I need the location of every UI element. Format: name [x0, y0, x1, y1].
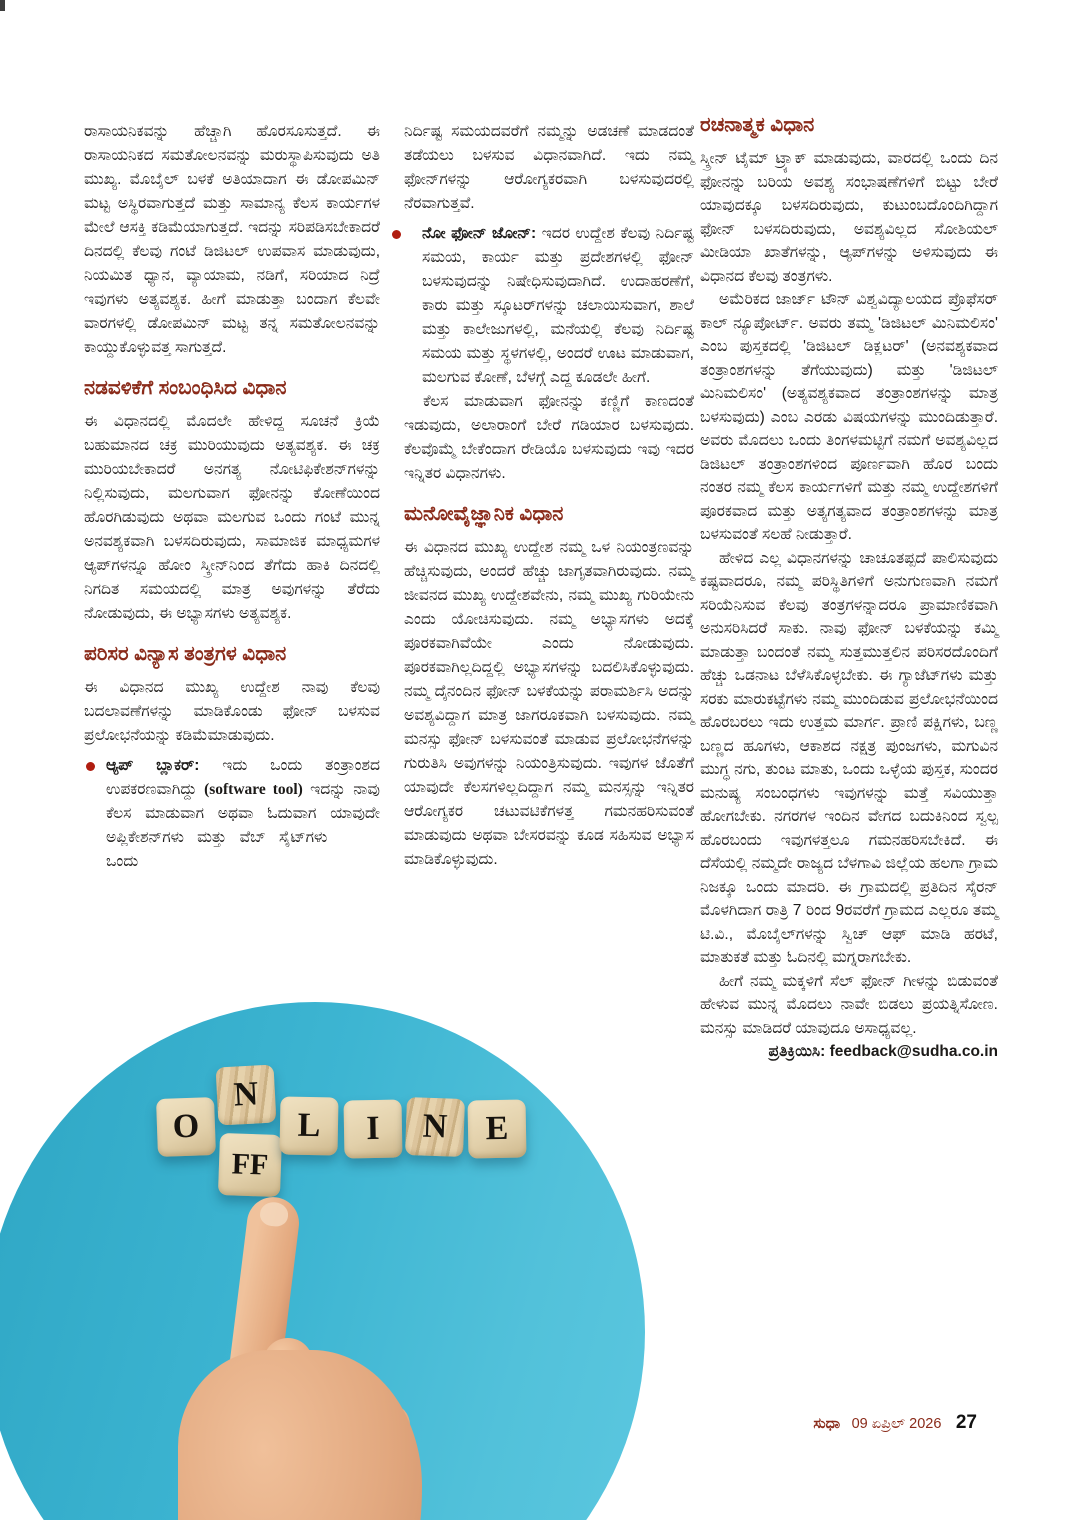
fingernail — [259, 1201, 290, 1228]
letter-die-l — [279, 1096, 338, 1155]
paragraph-work-tips: ಕೆಲಸ ಮಾಡುವಾಗ ಫೋನನ್ನು ಕಣ್ಣಿಗೆ ಕಾಣದಂತೆ ಇಡುವುದು, ಅಲಾರಾಂಗೆ ಬೇರೆ ಗಡಿಯಾರ ಬಳಸುವುದು. ಕೆಲವೊಮ್ಮೆ ಬೇಕೆಂದಾಗ ರೇಡಿಯೊ ಬಳಸುವುದು ಇವು ಇದರ ಇನ್ನಿತರ ವಿಧಾನಗಳು. — [404, 393, 694, 482]
pointing-hand-fist — [178, 1350, 422, 1525]
paragraph-conclusion: ಹೀಗೆ ನಮ್ಮ ಮಕ್ಕಳಿಗೆ ಸೆಲ್ ಫೋನ್ ಗೀಳನ್ನು ಬಿಡುವಂತೆ ಹೇಳುವ ಮುನ್ನ ಮೊದಲು ನಾವೇ ಬಿಡಲು ಪ್ರಯತ್ನಿಸೋಣ. ಮನಸ್ಸು ಮಾಡಿದರೆ ಯಾವುದೂ ಅಸಾಧ್ಯವಲ್ಲ. — [700, 972, 998, 1037]
magazine-name: ಸುಧಾ — [813, 1416, 841, 1432]
bullet-label: ನೋ ಫೋನ್ ಜೋನ್: — [422, 225, 542, 242]
bullet-body: ಇದರ ಉದ್ದೇಶ ಕೆಲವು ನಿರ್ದಿಷ್ಟ ಸಮಯ, ಕಾರ್ಯ ಮತ್ತು ಪ್ರದೇಶಗಳಲ್ಲಿ ಫೋನ್ ಬಳಸುವುದನ್ನು ನಿಷೇಧಿಸುವುದಾಗಿದೆ. ಉದಾಹರಣೆಗೆ, ಕಾರು ಮತ್ತು ಸ್ಕೂಟರ್‌ಗಳನ್ನು ಚಲಾಯಿಸುವಾಗ, ಶಾಲೆ ಮತ್ತು ಕಾಲೇಜುಗಳಲ್ಲಿ, ಮನೆಯಲ್ಲಿ ಕೆಲವು ನಿರ್ದಿಷ್ಟ ಸಮಯ ಮತ್ತು ಸ್ಥಳಗಳಲ್ಲಿ, ಅಂದರೆ ಊಟ ಮಾಡುವಾಗ, ಮಲಗುವ ಕೋಣೆ, ಬೆಳಗ್ಗೆ ಎದ್ದ ಕೂಡಲೇ ಹೀಗೆ. — [422, 225, 694, 386]
paragraph-behaviour: ಈ ವಿಧಾನದಲ್ಲಿ ಮೊದಲೇ ಹೇಳಿದ್ದ ಸೂಚನೆ ಕ್ರಿಯೆ ಬಹುಮಾನದ ಚಕ್ರ ಮುರಿಯುವುದು ಅತ್ಯವಶ್ಯಕ. ಈ ಚಕ್ರ ಮುರಿಯಬೇಕಾದರೆ ಅನಗತ್ಯ ನೋಟಿಫಿಕೇಶನ್‌ಗಳನ್ನು ನಿಲ್ಲಿಸುವುದು, ಮಲಗುವಾಗ ಫೋನನ್ನು ಕೋಣೆಯಿಂದ ಹೊರಗಿಡುವುದು ಅಥವಾ ಮಲಗುವ ಒಂದು ಗಂಟೆ ಮುನ್ನ ಅನವಶ್ಯಕವಾಗಿ ಬಳಸದಿರುವುದು, ಸಾಮಾಜಿಕ ಮಾಧ್ಯಮಗಳ ಆ್ಯಪ್‌ಗಳನ್ನೂ ಹೋಂ ಸ್ಕ್ರೀನ್‌ನಿಂದ ತೆಗೆದು ಹಾಕಿ ದಿನದಲ್ಲಿ ನಿಗದಿತ ಸಮಯದಲ್ಲಿ ಮಾತ್ರ ಅವುಗಳನ್ನು ತೆರೆದು ನೋಡುವುದು, ಈ ಅಭ್ಯಾಸಗಳು ಅತ್ಯವಶ್ಯಕ. — [84, 413, 380, 622]
section-heading-behaviour-method: ನಡವಳಿಕೆಗೆ ಸಂಬಂಧಿಸಿದ ವಿಧಾನ — [84, 377, 287, 399]
section-heading-environment-method: ಪರಿಸರ ವಿನ್ಯಾಸ ತಂತ್ರಗಳ ವಿಧಾನ — [84, 643, 287, 665]
die-letter: N — [232, 1075, 260, 1114]
feedback-label: ಪ್ರತಿಕ್ರಿಯಿಸಿ: — [768, 1043, 830, 1060]
bullet-item-app-blocker — [84, 754, 380, 874]
die-letter: FF — [231, 1147, 269, 1182]
letter-die-ff — [218, 1133, 282, 1197]
page-number: 27 — [955, 1412, 977, 1433]
article-column-1 — [84, 120, 380, 904]
paragraph-continuation: ನಿರ್ದಿಷ್ಟ ಸಮಯದವರೆಗೆ ನಮ್ಮನ್ನು ಅಡಚಣೆ ಮಾಡದಂತೆ ತಡೆಯಲು ಬಳಸುವ ವಿಧಾನವಾಗಿದೆ. ಇದು ನಮ್ಮ ಫೋನ್‌ಗಳನ್ನು ಆರೋಗ್ಯಕರವಾಗಿ ಬಳಸುವುದರಲ್ಲಿ ನೆರವಾಗುತ್ತವೆ. — [404, 123, 694, 212]
die-letter: O — [172, 1107, 200, 1146]
feedback-email: feedback@sudha.co.in — [829, 1043, 998, 1060]
die-letter: I — [366, 1109, 380, 1148]
paragraph-psychological-text: ಈ ವಿಧಾನದ ಮುಖ್ಯ ಉದ್ದೇಶ ನಮ್ಮ ಒಳ ನಿಯಂತ್ರಣವನ್ನು ಹೆಚ್ಚಿಸುವುದು, ಅಂದರೆ ಹೆಚ್ಚು ಜಾಗೃತವಾಗಿರುವುದು. ನಮ್ಮ ಜೀವನದ ಮುಖ್ಯ ಉದ್ದೇಶವೇನು, ನಮ್ಮ ಮುಖ್ಯ ಗುರಿಯೇನು ಎಂದು ಯೋಚಿಸುವುದು. ನಮ್ಮ ಅಭ್ಯಾಸಗಳು ಅದಕ್ಕೆ ಪೂರಕವಾಗಿವೆಯೇ ಎಂದು ನೋಡುವುದು. ಪೂರಕವಾಗಿಲ್ಲದಿದ್ದಲ್ಲಿ ಅಭ್ಯಾಸಗಳನ್ನು ಬದಲಿಸಿಕೊಳ್ಳುವುದು. ನಮ್ಮ ದೈನಂದಿನ ಫೋನ್ ಬಳಕೆಯನ್ನು ಪರಾಮರ್ಶಿಸಿ ಅದನ್ನು ಅವಶ್ಯವಿದ್ದಾಗ ಮಾತ್ರ ಜಾಗರೂಕವಾಗಿ ಬಳಸುವುದು. ನಮ್ಮ ಮನಸ್ಸು ಫೋನ್ ಬಳಸುವಂತೆ ಮಾಡುವ ಪ್ರಲೋಭನೆಗಳನ್ನು ಗುರುತಿಸಿ ಅವುಗಳನ್ನು ನಿಯಂತ್ರಿಸುವುದು. ಇವುಗಳ ಜೊತೆಗೆ ಯಾವುದೇ ಕೆಲಸಗಳಿಲ್ಲದಿದ್ದಾಗ ನಮ್ಮ ಮನಸ್ಸನ್ನು ಇನ್ನಿತರ ಆರೋಗ್ಯಕರ ಚಟುವಟಿಕೆಗಳತ್ತ ಗಮನಹರಿಸುವಂತೆ ಮಾಡುವುದು ಅಥವಾ ಬೇಸರವನ್ನು ಕೂಡ ಸಹಿಸುವ ಅಭ್ಯಾಸ ಮಾಡಿಕೊಳ್ಳುವುದು. — [404, 539, 694, 868]
paragraph-advice-nature: ಹೇಳಿದ ಎಲ್ಲ ವಿಧಾನಗಳನ್ನು ಚಾಚೂತಪ್ಪದೆ ಪಾಲಿಸುವುದು ಕಷ್ಟವಾದರೂ, ನಮ್ಮ ಪರಿಸ್ಥಿತಿಗಳಿಗೆ ಅನುಗುಣವಾಗಿ ನಮಗೆ ಸರಿಯೆನಿಸುವ ಕೆಲವು ತಂತ್ರಗಳನ್ನಾದರೂ ಪ್ರಾಮಾಣಿಕವಾಗಿ ಅನುಸರಿಸಿದರೆ ಸಾಕು. ನಾವು ಫೋನ್ ಬಳಕೆಯನ್ನು ಕಮ್ಮಿ ಮಾಡುತ್ತಾ ಬಂದಂತೆ ನಮ್ಮ ಸುತ್ತಮುತ್ತಲಿನ ಪರಿಸರದೊಂದಿಗೆ ಹೆಚ್ಚು ಒಡನಾಟ ಬೆಳೆಸಿಕೊಳ್ಳಬೇಕು. ಈ ಗ್ಯಾಜೆಟ್‌ಗಳು ಮತ್ತು ಸರಕು ಮಾರುಕಟ್ಟೆಗಳು ನಮ್ಮ ಮುಂದಿಡುವ ಪ್ರಲೋಭನೆಯಿಂದ ಹೊರಬರಲು ಇದು ಉತ್ತಮ ಮಾರ್ಗ. ಪ್ರಾಣಿ ಪಕ್ಷಿಗಳು, ಬಣ್ಣ ಬಣ್ಣದ ಹೂಗಳು, ಆಕಾಶದ ನಕ್ಷತ್ರ ಪುಂಜಗಳು, ಮಗುವಿನ ಮುಗ್ಧ ನಗು, ತುಂಟ ಮಾತು, ಒಂದು ಒಳ್ಳೆಯ ಪುಸ್ತಕ, ಸುಂದರ ಮನುಷ್ಯ ಸಂಬಂಧಗಳು ಇವುಗಳನ್ನು ಮತ್ತೆ ಸವಿಯುತ್ತಾ ಹೋಗಬೇಕು. ನಗರಗಳ ಇಂದಿನ ವೇಗದ ಬದುಕಿನಿಂದ ಸ್ವಲ್ಪ ಹೊರಬಂದು ಇವುಗಳತ್ತಲೂ ಗಮನಹರಿಸಬೇಕಿದೆ. ಈ ದೆಸೆಯಲ್ಲಿ ನಮ್ಮದೇ ರಾಜ್ಯದ ಬೆಳಗಾವಿ ಜಿಲ್ಲೆಯ ಹಲಗಾ ಗ್ರಾಮ ನಿಜಕ್ಕೂ ಒಂದು ಮಾದರಿ. ಈ ಗ್ರಾಮದಲ್ಲಿ ಪ್ರತಿದಿನ ಸೈರನ್ ಮೊಳಗಿದಾಗ ರಾತ್ರಿ 7 ರಿಂದ 9ರವರೆಗೆ ಗ್ರಾಮದ ಎಲ್ಲರೂ ತಮ್ಮ ಟಿ.ವಿ., ಮೊಬೈಲ್‌ಗಳನ್ನು ಸ್ವಿಚ್ ಆಫ್ ಮಾಡಿ ಹರಟೆ, ಮಾತುಕತೆ ಮತ್ತು ಓದಿನಲ್ಲಿ ಮಗ್ನರಾಗಬೇಕು. — [700, 549, 998, 966]
die-letter: N — [422, 1107, 448, 1146]
article-column-3 — [700, 112, 998, 1064]
paragraph-environment: ಈ ವಿಧಾನದ ಮುಖ್ಯ ಉದ್ದೇಶ ನಾವು ಕೆಲವು ಬದಲಾವಣೆಗಳನ್ನು ಮಾಡಿಕೊಂಡು ಫೋನ್ ಬಳಸುವ ಪ್ರಲೋಭನೆಯನ್ನು ಕಡಿಮೆಮಾಡುವುದು. — [84, 679, 380, 744]
paragraph-structural-tactics: ಸ್ಕ್ರೀನ್ ಟೈಮ್ ಟ್ರ್ಯಾಕ್ ಮಾಡುವುದು, ವಾರದಲ್ಲಿ ಒಂದು ದಿನ ಫೋನನ್ನು ಬರಿಯ ಅವಶ್ಯ ಸಂಭಾಷಣೆಗಳಿಗೆ ಬಿಟ್ಟು ಬೇರೆ ಯಾವುದಕ್ಕೂ ಬಳಸದಿರುವುದು, ಕುಟುಂಬದೊಂದಿಗಿದ್ದಾಗ ಫೋನ್ ಬಳಸದಿರುವುದು, ಅವಶ್ಯವಿಲ್ಲದ ಸೋಶಿಯಲ್ ಮೀಡಿಯಾ ಖಾತೆಗಳನ್ನು, ಆ್ಯಪ್‌ಗಳನ್ನು ಅಳಿಸುವುದು ಈ ವಿಧಾನದ ಕೆಲವು ತಂತ್ರಗಳು. — [700, 150, 998, 285]
paragraph-dopamine: ರಾಸಾಯನಿಕವನ್ನು ಹೆಚ್ಚಾಗಿ ಹೊರಸೂಸುತ್ತದೆ. ಈ ರಾಸಾಯನಿಕದ ಸಮತೋಲನವನ್ನು ಮರುಸ್ಥಾಪಿಸುವುದು ಅತಿ ಮುಖ್ಯ. ಮೊಬೈಲ್ ಬಳಕೆ ಅತಿಯಾದಾಗ ಈ ಡೋಪಮಿನ್ ಮಟ್ಟ ಅಸ್ಥಿರವಾಗುತ್ತದೆ ಮತ್ತು ಸಾಮಾನ್ಯ ಕೆಲಸ ಕಾರ್ಯಗಳ ಮೇಲೆ ಆಸಕ್ತಿ ಕಡಿಮೆಯಾಗುತ್ತದೆ. ಇದನ್ನು ಸರಿಪಡಿಸಬೇಕಾದರೆ ದಿನದಲ್ಲಿ ಕೆಲವು ಗಂಟೆ ಡಿಜಿಟಲ್ ಉಪವಾಸ ಮಾಡುವುದು, ನಿಯಮಿತ ಧ್ಯಾನ, ವ್ಯಾಯಾಮ, ನಡಿಗೆ, ಸರಿಯಾದ ನಿದ್ರೆ ಇವುಗಳು ಅತ್ಯವಶ್ಯಕ. ಹೀಗೆ ಮಾಡುತ್ತಾ ಬಂದಾಗ ಕೆಲವೇ ವಾರಗಳಲ್ಲಿ ಡೋಪಮಿನ್ ಮಟ್ಟ ತನ್ನ ಸಮತೋಲನವನ್ನು ಕಾಯ್ದುಕೊಳ್ಳುವತ್ತ ಸಾಗುತ್ತದೆ. — [84, 123, 380, 356]
paragraph-psychological — [404, 536, 694, 872]
letter-die-i — [343, 1099, 402, 1158]
article-column-2 — [404, 120, 694, 988]
section-heading-psychological-method: ಮನೋವೈಜ್ಞಾನಿಕ ವಿಧಾನ — [404, 503, 564, 525]
page-footer — [813, 1412, 977, 1434]
english-inline-text: (software tool) — [204, 781, 303, 798]
bullet-label: ಆ್ಯಪ್ ಬ್ಲಾಕರ್: — [106, 757, 223, 774]
bullet-item-no-phone-zone — [404, 222, 694, 390]
online-offline-photo — [0, 1002, 645, 1525]
bullet-body-part2: ಇದನ್ನು ನಾವು ಕೆಲಸ ಮಾಡುವಾಗ ಅಥವಾ ಓದುವಾಗ ಯಾವುದೇ ಅಪ್ಲಿಕೇಶನ್‌ಗಳು ಮತ್ತು ವೆಬ್ ಸೈಟ್‌ಗಳು ಒಂದು — [106, 781, 380, 870]
page-bottom-margin — [0, 1520, 1078, 1525]
section-heading-structural-method: ರಚನಾತ್ಮಕ ವಿಧಾನ — [700, 114, 815, 136]
bullet-dot-icon — [86, 762, 95, 771]
letter-die-n2 — [405, 1097, 465, 1157]
letter-die-o — [156, 1097, 216, 1157]
bullet-text-no-phone-zone — [422, 222, 694, 390]
letter-die-n-raised — [216, 1065, 277, 1126]
feedback-byline — [700, 1040, 998, 1064]
bullet-dot-icon — [392, 230, 401, 239]
paragraph-digital-minimalism: ಅಮೆರಿಕದ ಜಾರ್ಜ್ ಟೌನ್ ವಿಶ್ವವಿದ್ಯಾಲಯದ ಪ್ರೊಫೆಸರ್ ಕಾಲ್ ನ್ಯೂಪೋರ್ಟ್. ಅವರು ತಮ್ಮ 'ಡಿಜಿಟಲ್ ಮಿನಿಮಲಿಸಂ' ಎಂಬ ಪುಸ್ತಕದಲ್ಲಿ 'ಡಿಜಿಟಲ್ ಡಿಕ್ಲಟರ್' (ಅನವಶ್ಯಕವಾದ ತಂತ್ರಾಂಶಗಳನ್ನು ತೆಗೆಯುವುದು) ಮತ್ತು 'ಡಿಜಿಟಲ್ ಮಿನಿಮಲಿಸಂ' (ಅತ್ಯವಶ್ಯಕವಾದ ತಂತ್ರಾಂಶಗಳನ್ನು ಮಾತ್ರ ಬಳಸುವುದು) ಎಂಬ ಎರಡು ವಿಷಯಗಳನ್ನು ಮುಂದಿಡುತ್ತಾರೆ. ಅವರು ಮೊದಲು ಒಂದು ತಿಂಗಳಮಟ್ಟಿಗೆ ನಮಗೆ ಅವಶ್ಯವಿಲ್ಲದ ಡಿಜಿಟಲ್ ತಂತ್ರಾಂಶಗಳಿಂದ ಪೂರ್ಣವಾಗಿ ಹೊರ ಬಂದು ನಂತರ ನಮ್ಮ ಕೆಲಸ ಕಾರ್ಯಗಳಿಗೆ ಮತ್ತು ನಮ್ಮ ಉದ್ದೇಶಗಳಿಗೆ ಪೂರಕವಾದ ಮತ್ತು ಅತ್ಯಗತ್ಯವಾದ ತಂತ್ರಾಂಶಗಳನ್ನು ಮಾತ್ರ ಬಳಸುವಂತೆ ಸಲಹೆ ನೀಡುತ್ತಾರೆ. — [700, 291, 998, 543]
corner-print-mark — [0, 0, 5, 11]
die-letter: E — [485, 1109, 509, 1148]
bullet-body-part1: ಇದು ಒಂದು ತಂತ್ರಾಂಶದ ಉಪಕರಣವಾಗಿದ್ದು — [106, 757, 380, 798]
letter-die-e — [467, 1099, 526, 1158]
issue-date: 09 ಏಪ್ರಿಲ್ 2026 — [851, 1416, 942, 1432]
bullet-text-app-blocker — [106, 754, 380, 874]
die-letter: L — [297, 1106, 321, 1145]
